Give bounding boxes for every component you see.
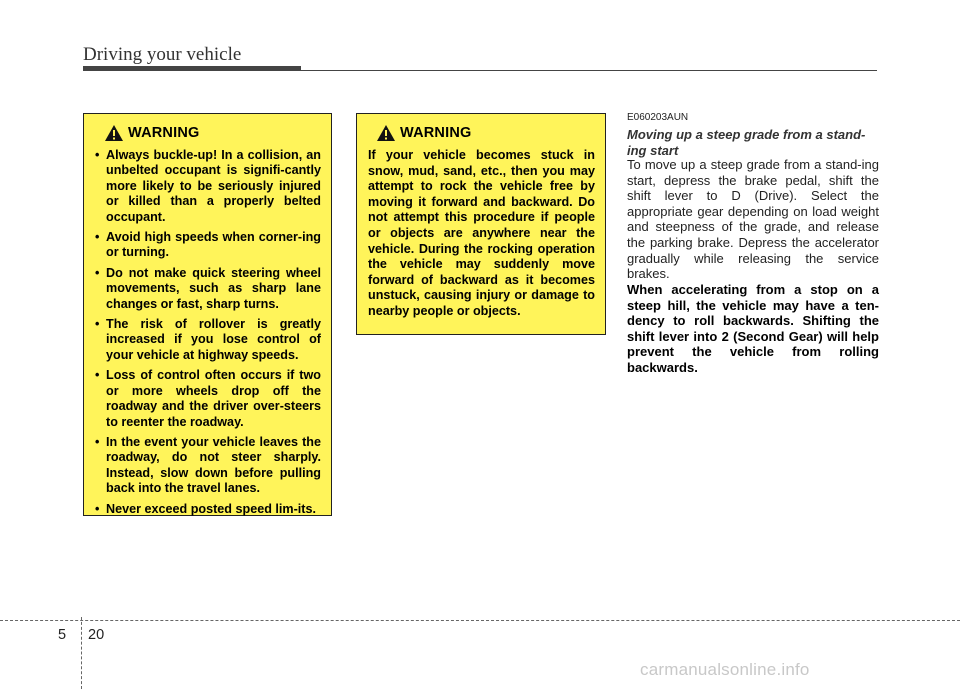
warning-item: • Do not make quick steering wheel movements, such as sharp lane changes or fast, sharp turns. bbox=[95, 266, 321, 312]
section-body: To move up a steep grade from a stand-ing start, depress the brake pedal, shift the shift lever to D (Drive). Select the appropriate gear depending on load weight and steepness of the grade, and release the parking brake. Depress the accelerator gradually while releasing the service brakes. bbox=[627, 157, 879, 282]
warning-item: • Always buckle-up! In a collision, an unbelted occupant is signifi-cantly more likely to be seriously injured or killed than a properly belted occupant. bbox=[95, 148, 321, 225]
footer-divider-vertical bbox=[81, 617, 82, 689]
warning-item: • Never exceed posted speed lim-its. bbox=[95, 502, 321, 517]
footer-page-number: 20 bbox=[88, 627, 105, 643]
warning-text: If your vehicle becomes stuck in snow, mud, sand, etc., then you may attempt to rock the vehicle free by moving it forward and backward. Do not attempt this procedure if people or objects are anywhere near the vehicle. During the rocking operation the vehicle may suddenly move forward of backward as it becomes unstuck, causing injury or damage to nearby people or objects. bbox=[368, 148, 595, 318]
warning-header bbox=[368, 124, 595, 142]
warning-title: WARNING bbox=[128, 125, 200, 141]
warning-header bbox=[95, 124, 321, 142]
section-code: E060203AUN bbox=[627, 112, 689, 123]
warning-box-middle bbox=[356, 113, 606, 335]
warning-item: • In the event your vehicle leaves the roadway, do not steer sharply. Instead, slow down before pulling back into the travel lanes. bbox=[95, 435, 321, 497]
watermark: carmanualsonline.info bbox=[640, 660, 810, 679]
section-note: When accelerating from a stop on a steep hill, the vehicle may have a ten-dency to roll backwards. Shifting the shift lever into 2 (Second Gear) will help prevent the vehicle from rolling backwards. bbox=[627, 282, 879, 375]
warning-list bbox=[95, 148, 321, 517]
warning-item: • The risk of rollover is greatly increased if you lose control of your vehicle at highway speeds. bbox=[95, 317, 321, 363]
footer-section-number: 5 bbox=[58, 627, 67, 643]
header-rule-thin bbox=[301, 70, 877, 71]
warning-item: • Avoid high speeds when corner-ing or turning. bbox=[95, 230, 321, 261]
warning-title: WARNING bbox=[400, 125, 472, 141]
warning-item: • Loss of control often occurs if two or more wheels drop off the roadway and the driver over-steers to reenter the roadway. bbox=[95, 368, 321, 430]
header-rule-thick bbox=[83, 66, 301, 71]
section-heading: Moving up a steep grade from a stand-ing start bbox=[627, 127, 866, 158]
warning-box-left bbox=[83, 113, 332, 516]
header-title: Driving your vehicle bbox=[83, 44, 242, 65]
warning-triangle-icon bbox=[104, 124, 124, 142]
footer-divider-horizontal bbox=[0, 620, 960, 621]
warning-triangle-icon bbox=[376, 124, 396, 142]
